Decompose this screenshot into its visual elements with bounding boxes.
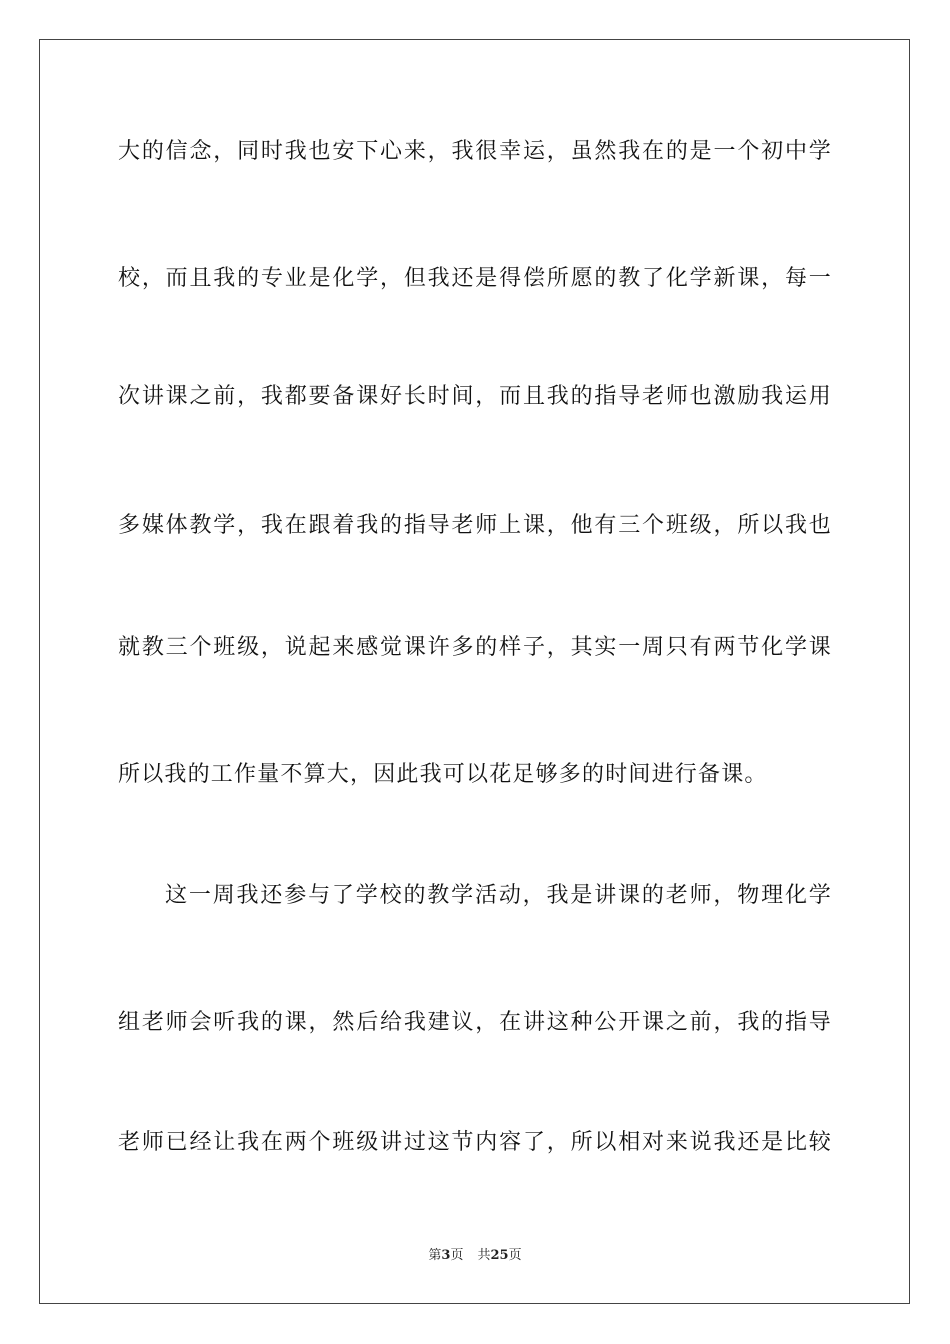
text-line: 所以我的工作量不算大，因此我可以花足够多的时间进行备课。 bbox=[118, 762, 768, 787]
text-line: 大的信念，同时我也安下心来，我很幸运，虽然我在的是一个初中学 bbox=[118, 139, 832, 164]
paragraph-first-line: 这一周我还参与了学校的教学活动，我是讲课的老师，物理化学 bbox=[165, 883, 832, 908]
text-line: 多媒体教学，我在跟着我的指导老师上课，他有三个班级，所以我也 bbox=[118, 513, 832, 538]
page-label-prefix: 第 bbox=[428, 1248, 442, 1263]
text-line: 老师已经让我在两个班级讲过这节内容了，所以相对来说我还是比较 bbox=[118, 1130, 832, 1155]
text-line: 次讲课之前，我都要备课好长时间，而且我的指导老师也激励我运用 bbox=[118, 384, 832, 409]
page-footer bbox=[0, 1247, 950, 1265]
total-label-prefix: 共 bbox=[477, 1248, 491, 1263]
page-number: 3 bbox=[441, 1248, 451, 1263]
page-label-suffix: 页 bbox=[450, 1248, 464, 1263]
text-line: 组老师会听我的课，然后给我建议，在讲这种公开课之前，我的指导 bbox=[118, 1010, 832, 1035]
text-line: 校，而且我的专业是化学，但我还是得偿所愿的教了化学新课，每一 bbox=[118, 266, 832, 291]
total-label-suffix: 页 bbox=[508, 1248, 522, 1263]
page-border bbox=[39, 39, 910, 1304]
total-pages: 25 bbox=[490, 1248, 509, 1263]
text-line: 就教三个班级，说起来感觉课许多的样子，其实一周只有两节化学课 bbox=[118, 635, 832, 660]
